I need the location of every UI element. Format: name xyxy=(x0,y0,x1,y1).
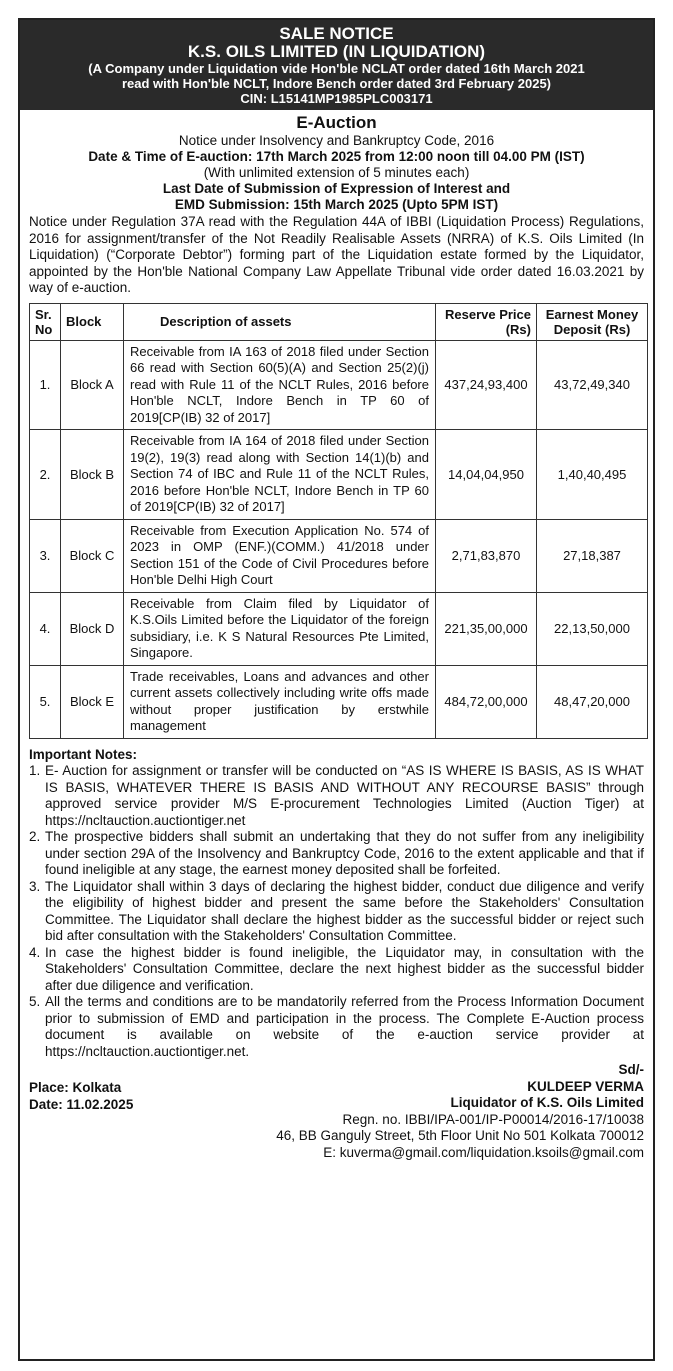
table-row xyxy=(30,592,648,665)
table-row xyxy=(30,519,648,592)
order-line-2: read with Hon'ble NCLT, Indore Bench order dated 3rd February 2025) xyxy=(121,76,552,91)
liquidator-name: KULDEEP VERMA xyxy=(527,1078,644,1094)
row-sr: 5. xyxy=(30,665,61,738)
company-name: K.S. OILS LIMITED (IN LIQUIDATION) xyxy=(187,42,486,61)
row-block: Block A xyxy=(61,340,124,430)
note-text: The Liquidator shall within 3 days of declaring the highest bidder, conduct due diligence and verify the eligibility of highest bidder and present the same before the Stakeholders' Consultation Committee. The Liquidator shall declare the highest bidder as the successful bidder or reject such bid after consultation with the Stakeholders' Consultation Committee. xyxy=(45,878,644,943)
ibc-line: Notice under Insolvency and Bankruptcy Code, 2016 xyxy=(178,133,495,148)
list-item xyxy=(29,763,644,829)
important-notes xyxy=(20,747,653,1061)
list-item xyxy=(29,829,644,879)
row-emd: 48,47,20,000 xyxy=(537,665,648,738)
row-emd: 27,18,387 xyxy=(537,519,648,592)
note-text: In case the highest bidder is found ineligible, the Liquidator may, in consultation with the Stakeholders' Consultation Committee, declare the next highest bidder as the successful bidder after due diligence and verification. xyxy=(45,944,644,993)
place: Place: Kolkata xyxy=(29,1080,122,1095)
row-emd: 43,72,49,340 xyxy=(537,340,648,430)
table-row xyxy=(30,340,648,430)
row-block: Block B xyxy=(61,430,124,520)
signature-block xyxy=(20,1062,653,1161)
row-reserve: 14,04,04,950 xyxy=(436,430,537,520)
eauction-heading: E-Auction xyxy=(296,113,377,132)
table-row xyxy=(30,430,648,520)
row-description: Trade receivables, Loans and advances and other current assets collectively including write offs made without proper justification by erstwhile management xyxy=(124,665,436,738)
row-block: Block D xyxy=(61,592,124,665)
col-reserve: Reserve Price (Rs) xyxy=(436,303,537,340)
list-item xyxy=(29,994,644,1060)
row-sr: 4. xyxy=(30,592,61,665)
place-date xyxy=(29,1080,133,1113)
assets-table xyxy=(29,303,648,739)
notice-header xyxy=(20,20,653,110)
table-header-row xyxy=(30,303,648,340)
row-sr: 2. xyxy=(30,430,61,520)
cin: CIN: L15141MP1985PLC003171 xyxy=(240,91,433,106)
email: E: kuverma@gmail.com/liquidation.ksoils@gmail.com xyxy=(323,1144,644,1160)
notes-heading: Important Notes: xyxy=(29,746,137,762)
note-number: 4. xyxy=(29,944,41,960)
col-description: Description of assets xyxy=(124,303,436,340)
last-date-line-1: Last Date of Submission of Expression of Interest and xyxy=(162,181,511,196)
note-number: 1. xyxy=(29,763,41,778)
date: Date: 11.02.2025 xyxy=(29,1096,134,1112)
row-block: Block E xyxy=(61,665,124,738)
note-text: All the terms and conditions are to be mandatorily referred from the Process Information Document prior to submission of EMD and participation in the process. The Complete E-Auction process document is available on website of the e-auction service provider at https://ncltauction.auctiontiger.net. xyxy=(45,994,644,1059)
note-number: 3. xyxy=(29,878,41,894)
liquidator-role: Liquidator of K.S. Oils Limited xyxy=(450,1095,644,1110)
row-reserve: 437,24,93,400 xyxy=(436,340,537,430)
row-description: Receivable from Claim filed by Liquidator of K.S.Oils Limited before the Liquidator of the foreign subsidiary, i.e. K S Natural Resources Pte Limited, Singapore. xyxy=(124,592,436,665)
row-sr: 3. xyxy=(30,519,61,592)
signature-mark: Sd/- xyxy=(618,1062,644,1077)
col-sr: Sr. No xyxy=(30,303,61,340)
row-description: Receivable from Execution Application No. 574 of 2023 in OMP (ENF.)(COMM.) 41/2018 under Section 151 of the Code of Civil Procedures before Hon'ble Delhi High Court xyxy=(124,519,436,592)
row-emd: 1,40,40,495 xyxy=(537,430,648,520)
row-emd: 22,13,50,000 xyxy=(537,592,648,665)
row-reserve: 484,72,00,000 xyxy=(436,665,537,738)
extension-note: (With unlimited extension of 5 minutes each) xyxy=(203,165,470,180)
row-reserve: 2,71,83,870 xyxy=(436,519,537,592)
row-reserve: 221,35,00,000 xyxy=(436,592,537,665)
list-item xyxy=(29,945,644,995)
row-sr: 1. xyxy=(30,340,61,430)
note-text: E- Auction for assignment or transfer will be conducted on “AS IS WHERE IS BASIS, AS IS WHAT IS BASIS, WHATEVER THERE IS BASIS AND WITHOUT ANY RECOURSE BASIS” through approved service provider M/S E-procurement Technologies Limited (Auction Tiger) at https://ncltauction.auctiontiger.net xyxy=(45,763,644,828)
registration-number: Regn. no. IBBI/IPA-001/IP-P00014/2016-17/10038 xyxy=(342,1111,644,1127)
intro-paragraph: Notice under Regulation 37A read with the Regulation 44A of IBBI (Liquidation Process) Regulations, 2016 for assignment/transfer of the Not Readily Realisable Assets (NRRA) of K.S. Oils Limited (In Liquidation) (“Corporate Debtor”) forming part of the Liquidation estate formed by the Liquidator, appointed by the Hon'ble National Company Law Appellate Tribunal vide order dated 16.03.2021 by way of e-auction. xyxy=(29,214,644,295)
sale-notice xyxy=(18,18,655,1361)
row-block: Block C xyxy=(61,519,124,592)
list-item xyxy=(29,879,644,945)
row-description: Receivable from IA 163 of 2018 filed under Section 66 read with Section 60(5)(A) and Section 25(2)(j) read with Rule 11 of the NCLT Rules, 2016 before Hon'ble NCLT, Indore Bench in TP 60 of 2019[CP(IB) 32 of 2017] xyxy=(124,340,436,430)
notice-title: SALE NOTICE xyxy=(279,24,394,43)
table-row xyxy=(30,665,648,738)
order-line-1: (A Company under Liquidation vide Hon'ble NCLAT order dated 16th March 2021 xyxy=(88,61,585,76)
note-text: The prospective bidders shall submit an undertaking that they do not suffer from any ineligibility under section 29A of the Insolvency and Bankruptcy Code, 2016 to the extent applicable and that if found ineligible at any stage, the earnest money deposited shall be forfeited. xyxy=(45,829,644,877)
row-description: Receivable from IA 164 of 2018 filed under Section 19(2), 19(3) read along with Section 14(1)(b) and Section 74 of IBC and Rule 11 of the NCLT Rules, 2016 before Hon'ble NCLT, Indore Bench in TP 60 of 2019[CP(IB) 32 of 2017] xyxy=(124,430,436,520)
address: 46, BB Ganguly Street, 5th Floor Unit No 501 Kolkata 700012 xyxy=(276,1128,644,1143)
note-number: 2. xyxy=(29,829,41,844)
auction-datetime: Date & Time of E-auction: 17th March 2025 from 12:00 noon till 04.00 PM (IST) xyxy=(88,149,585,164)
note-number: 5. xyxy=(29,994,41,1009)
last-date-line-2: EMD Submission: 15th March 2025 (Upto 5PM IST) xyxy=(174,197,499,212)
col-emd: Earnest Money Deposit (Rs) xyxy=(537,303,648,340)
col-block: Block xyxy=(61,303,124,340)
